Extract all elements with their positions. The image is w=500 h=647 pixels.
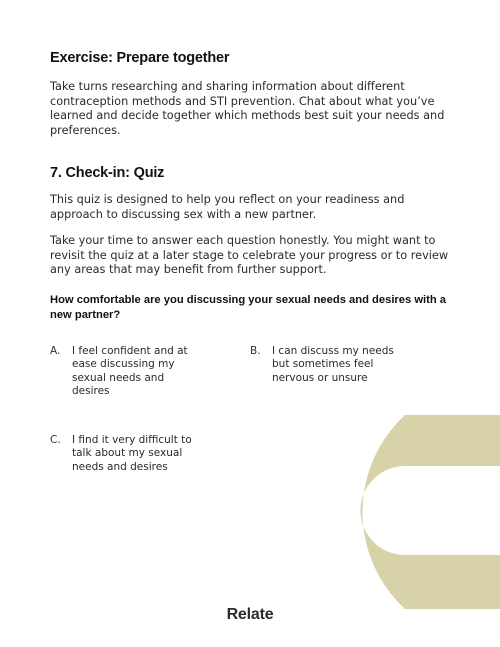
checkin-heading: 7. Check-in: Quiz: [50, 165, 165, 181]
quiz-option-b[interactable]: [250, 345, 402, 385]
option-text: I can discuss my needs but sometimes feel nervous or unsure: [272, 345, 394, 384]
exercise-heading: Exercise: Prepare together: [50, 50, 230, 66]
option-text: I feel confident and at ease discussing my sexual needs and desires: [72, 345, 188, 398]
checkin-instructions: Take your time to answer each question honestly. You might want to revisit the quiz at a later stage to celebrate your progress or to review any areas that may benefit from further support.: [50, 234, 449, 277]
quiz-option-a[interactable]: [50, 345, 202, 399]
option-text: I find it very difficult to talk about my sexual needs and desires: [72, 434, 192, 473]
option-letter: C.: [50, 434, 61, 446]
option-letter: A.: [50, 345, 61, 357]
relate-logo: Relate: [226, 606, 274, 623]
quiz-option-c[interactable]: [50, 434, 202, 474]
option-letter: B.: [250, 345, 261, 357]
checkin-intro: This quiz is designed to help you reflect on your readiness and approach to discussing sex with a new partner.: [50, 193, 405, 221]
quiz-question: How comfortable are you discussing your sexual needs and desires with a new partner?: [50, 294, 447, 321]
exercise-body: Take turns researching and sharing information about different contraception methods and STI prevention. Chat about what you’ve learned and decide together which methods best suit your needs and preferences.: [50, 80, 445, 137]
